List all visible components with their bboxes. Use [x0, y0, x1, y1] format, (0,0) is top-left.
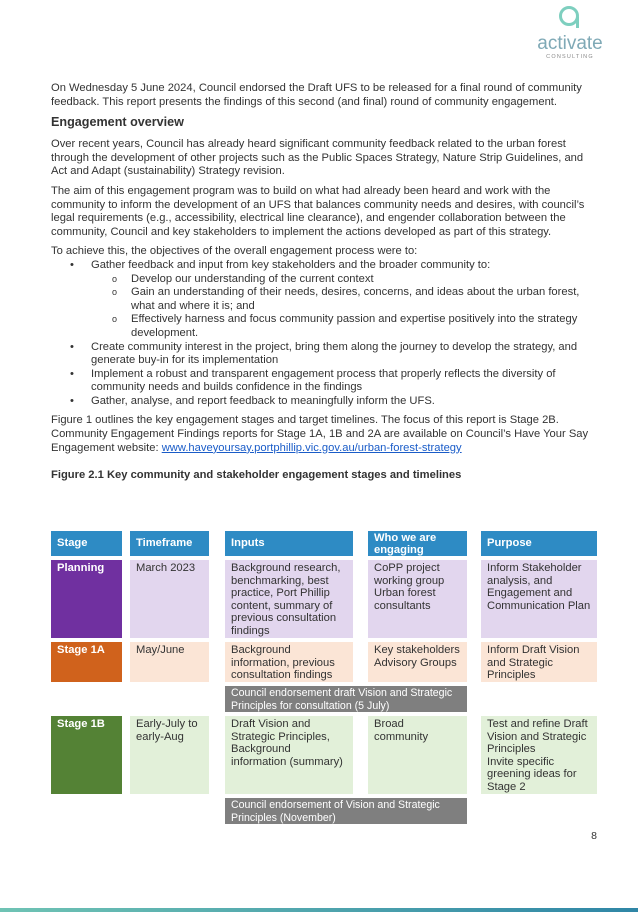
- footer-bar: [0, 908, 638, 912]
- logo-subtitle: CONSULTING: [546, 54, 594, 60]
- engagement-website-link[interactable]: www.haveyoursay.portphillip.vic.gov.au/urban-forest-strategy: [161, 441, 462, 454]
- paragraph-4: [51, 414, 591, 455]
- stage-1a-who: Key stakeholders Advisory Groups: [368, 642, 467, 682]
- document-body: [51, 82, 591, 489]
- endorsement-banner-2: Council endorsement of Vision and Strategic Principles (November): [225, 798, 467, 824]
- header-who: Who we are engaging: [368, 531, 467, 556]
- activate-logo: [522, 6, 618, 62]
- header-inputs: Inputs: [225, 531, 353, 556]
- planning-who: CoPP project working group Urban forest consultants: [368, 560, 467, 638]
- paragraph-1: Over recent years, Council has already heard significant community feedback related to the urban forest through the development of other projects such as the Public Spaces Strategy, Nature Strip Guidelines, and Act and Adapt (sustainability) Strategy revision.: [51, 138, 584, 178]
- stage-1a: Stage 1A: [51, 642, 122, 682]
- figure-title: Figure 2.1 Key community and stakeholder engagement stages and timelines: [51, 469, 462, 482]
- logo-ring-icon: [559, 6, 579, 26]
- logo-name: activate: [537, 33, 603, 54]
- list-item: • Create community interest in the project, bring them along the journey to develop the strategy, and generate buy-in for its implementation: [91, 341, 591, 368]
- list-item-text: Gather feedback and input from key stakeholders and the broader community to:: [91, 258, 491, 271]
- objectives-list: [51, 259, 591, 409]
- list-item: • Gather, analyse, and report feedback to meaningfully inform the UFS.: [91, 395, 591, 409]
- sub-list: [91, 273, 591, 341]
- header-timeframe: Timeframe: [130, 531, 209, 556]
- planning-timeframe: March 2023: [130, 560, 209, 638]
- stage-1b-timeframe: Early-July to early-Aug: [130, 716, 209, 794]
- stage-1b-purpose: Test and refine Draft Vision and Strategic Principles Invite specific greening ideas for Stage 2: [481, 716, 597, 794]
- stage-1b: Stage 1B: [51, 716, 122, 794]
- paragraph-3: To achieve this, the objectives of the overall engagement process were to:: [51, 245, 418, 258]
- section-heading: Engagement overview: [51, 115, 184, 130]
- paragraph-4-text: Figure 1 outlines the key engagement stages and target timelines. The focus of this report is Stage 2B. Community Engagement Findings reports for Stage 1A, 1B and 2A are available on Council’s Have Your Say Engagement website:: [51, 414, 589, 454]
- sub-list-item: o Gain an understanding of their needs, desires, concerns, and ideas about the urban forest, what and where it is; and: [131, 286, 591, 313]
- sub-list-item: o Develop our understanding of the current context: [131, 273, 591, 287]
- list-item: [91, 259, 591, 341]
- stage-1a-timeframe: May/June: [130, 642, 209, 682]
- intro-paragraph: On Wednesday 5 June 2024, Council endorsed the Draft UFS to be released for a final round of community feedback. This report presents the findings of this second (and final) round of community engagement.: [51, 82, 582, 108]
- paragraph-2: The aim of this engagement program was to build on what had already been heard and work with the community to inform the development of an UFS that balances community needs and desires, with council’s legal requirements (e.g., accessibility, electrical line clearance), and engender collaboration between the community, Council and key stakeholders to implement the actions developed as part of this strategy.: [51, 184, 585, 238]
- stage-1b-inputs: Draft Vision and Strategic Principles, Background information (summary): [225, 716, 353, 794]
- planning-purpose: Inform Stakeholder analysis, and Engagement and Communication Plan: [481, 560, 597, 638]
- header-stage: Stage: [51, 531, 122, 556]
- stage-1a-purpose: Inform Draft Vision and Strategic Principles: [481, 642, 597, 682]
- list-item: • Implement a robust and transparent engagement process that properly reflects the diversity of community needs and builds confidence in the findings: [91, 368, 591, 395]
- stage-1b-who: Broad community: [368, 716, 467, 794]
- header-purpose: Purpose: [481, 531, 597, 556]
- planning-inputs: Background research, benchmarking, best practice, Port Phillip content, summary of previous consultation findings: [225, 560, 353, 638]
- endorsement-banner-1: Council endorsement draft Vision and Strategic Principles for consultation (5 July): [225, 686, 467, 712]
- sub-list-item: o Effectively harness and focus community passion and expertise positively into the strategy development.: [131, 313, 591, 340]
- stage-1a-inputs: Background information, previous consultation findings: [225, 642, 353, 682]
- stage-planning: Planning: [51, 560, 122, 638]
- page-number: 8: [591, 830, 597, 842]
